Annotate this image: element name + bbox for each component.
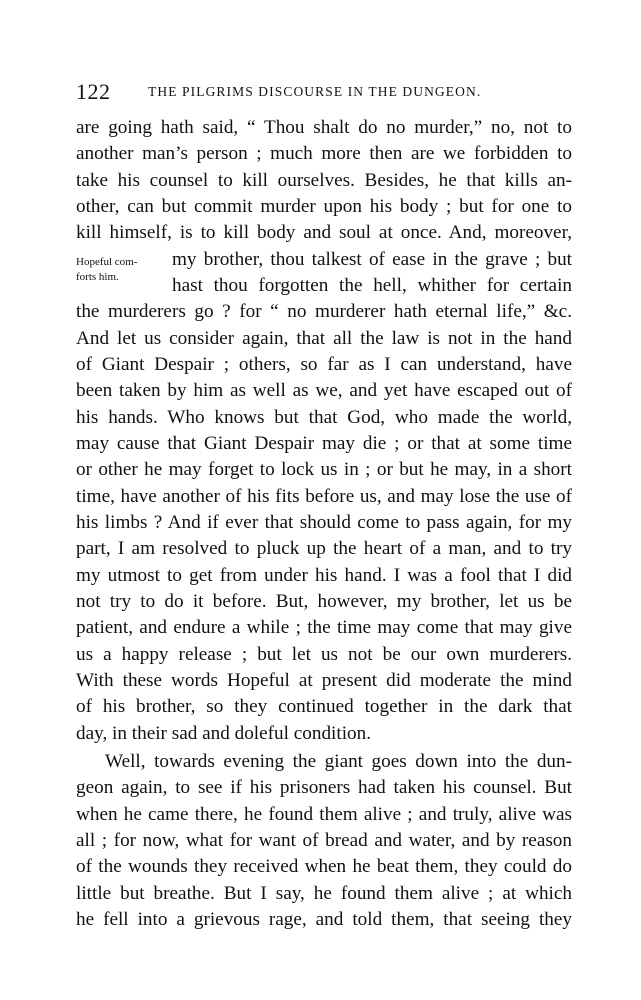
page-header — [76, 78, 573, 106]
text-line: been taken by him as well as we, and yet have escaped out of — [76, 380, 572, 401]
running-head: THE PILGRIMS DISCOURSE IN THE DUNGEON. — [148, 84, 482, 99]
text-line: kill himself, is to kill body and soul at once. And, moreover, — [76, 222, 572, 243]
text-line: little but breathe. But I say, he found them alive ; at which — [76, 883, 572, 904]
text-line: his limbs ? And if ever that should come to pass again, for my — [76, 512, 572, 533]
text-line: are going hath said, “ Thou shalt do no murder,” no, not to — [76, 117, 572, 138]
text-line: may cause that Giant Despair may die ; or that at some time — [76, 433, 572, 454]
text-line: us a happy release ; but let us not be our own murderers. — [76, 644, 572, 665]
text-line: take his counsel to kill ourselves. Besides, he that kills an- — [76, 170, 572, 191]
text-line: other, can but commit murder upon his body ; but for one to — [76, 196, 572, 217]
text-line: of Giant Despair ; others, so far as I can understand, have — [76, 354, 572, 375]
text-line: his hands. Who knows but that God, who made the world, — [76, 407, 572, 428]
text-line: And let us consider again, that all the law is not in the hand — [76, 328, 572, 349]
text-line: time, have another of his fits before us, and may lose the use of — [76, 486, 572, 507]
text-line: my brother, thou talkest of ease in the grave ; but — [172, 249, 572, 270]
text-line: the murderers go ? for “ no murderer hath eternal life,” &c. — [76, 301, 572, 322]
text-line: all ; for now, what for want of bread and water, and by reason — [76, 830, 572, 851]
text-line: day, in their sad and doleful condition. — [76, 723, 372, 744]
text-line: Well, towards evening the giant goes down into the dun- — [105, 751, 572, 772]
text-line: part, I am resolved to pluck up the heart of a man, and to try — [76, 538, 572, 559]
text-line: not try to do it before. But, however, my brother, let us be — [76, 591, 572, 612]
sidenote-line-1: Hopeful com- — [76, 256, 138, 268]
text-line: patient, and endure a while ; the time may come that may give — [76, 617, 572, 638]
text-line: of the wounds they received when he beat them, they could do — [76, 856, 572, 877]
text-line: hast thou forgotten the hell, whither for certain — [172, 275, 572, 296]
page-number: 122 — [76, 79, 111, 104]
text-line: another man’s person ; much more then are we forbidden to — [76, 143, 572, 164]
text-line: or other he may forget to lock us in ; or but he may, in a short — [76, 459, 572, 480]
text-line: of his brother, so they continued together in the dark that — [76, 696, 572, 717]
text-line: my utmost to get from under his hand. I was a fool that I did — [76, 565, 572, 586]
sidenote-line-2: forts him. — [76, 271, 119, 283]
text-line: he fell into a grievous rage, and told them, that seeing they — [76, 909, 572, 930]
text-line: when he came there, he found them alive ; and truly, alive was — [76, 804, 572, 825]
text-line: With these words Hopeful at present did moderate the mind — [76, 670, 572, 691]
text-line: geon again, to see if his prisoners had taken his counsel. But — [76, 777, 572, 798]
